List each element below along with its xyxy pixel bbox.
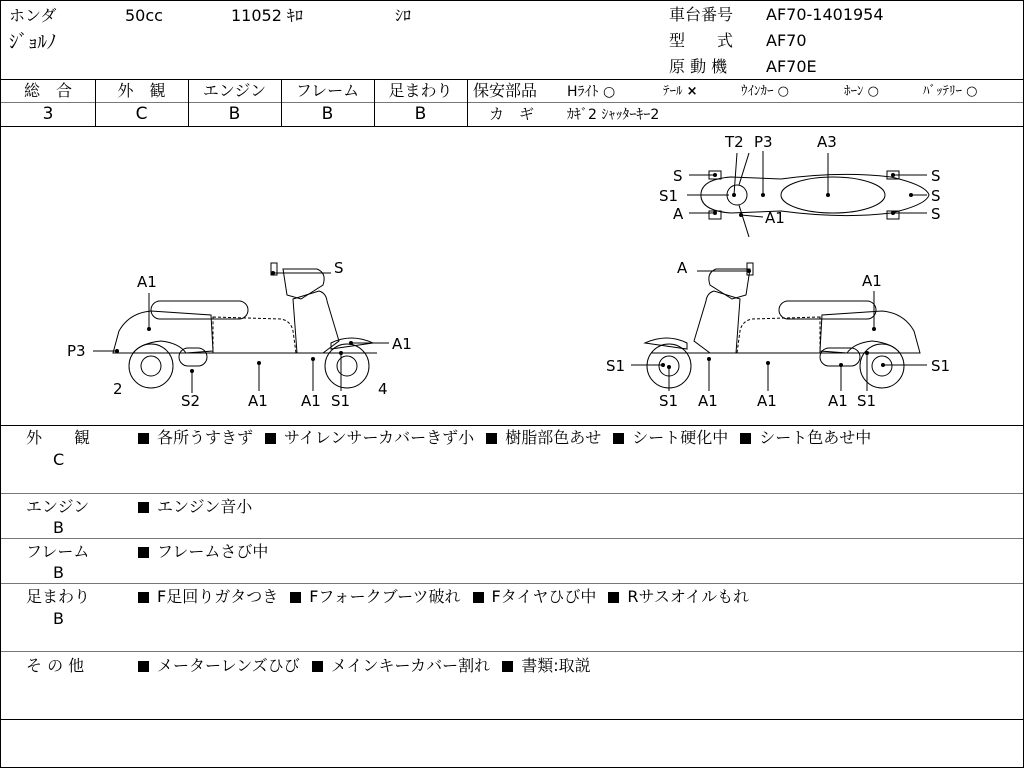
diagram-label: A1	[301, 392, 321, 410]
grade-suspension: B	[414, 104, 427, 124]
remark-category: そ の 他	[26, 656, 85, 675]
remark-items	[138, 498, 252, 516]
remarks-divider	[1, 493, 1023, 494]
safety-parts-label: 保安部品	[473, 81, 538, 100]
diagram-label: A1	[137, 273, 157, 291]
safety-item-mark: ○	[602, 84, 616, 100]
diagram-label: A1	[828, 392, 848, 410]
grade-header-engine: エンジン	[202, 81, 267, 100]
diagram-label: A1	[392, 335, 412, 353]
remark-category: 足まわり	[26, 587, 91, 606]
remark-grade: C	[53, 450, 65, 469]
safety-item-name: ﾎｰﾝ	[844, 84, 864, 99]
diagram-label: A1	[698, 392, 718, 410]
maker: ホンダ	[9, 6, 57, 25]
body-color: ｼﾛ	[395, 6, 412, 25]
engine-type-label: 原 動 機	[669, 57, 728, 76]
displacement: 50cc	[125, 6, 163, 25]
remark-items	[138, 429, 871, 447]
damage-points	[115, 173, 913, 373]
diagram-label: 4	[378, 380, 388, 398]
remark-items	[138, 543, 268, 561]
diagram-label: S1	[606, 357, 626, 375]
diagram-label: A1	[862, 272, 882, 290]
remark-item: シート硬化中	[632, 428, 729, 447]
diagram-label: S	[334, 259, 344, 277]
diagram-label: A3	[817, 133, 837, 151]
safety-item-name: ﾊﾞｯﾃﾘｰ	[923, 84, 962, 99]
remark-item: メーターレンズひび	[157, 656, 300, 675]
model-type-label: 型 式	[669, 31, 734, 50]
grade-exterior: C	[135, 104, 148, 124]
remarks-bottom-border	[1, 719, 1023, 720]
diagram-label: A1	[757, 392, 777, 410]
remark-grade: B	[53, 609, 64, 628]
frame-number: AF70-1401954	[766, 5, 884, 24]
remark-category: フレーム	[26, 542, 90, 561]
remark-item: エンジン音小	[157, 497, 253, 516]
remark-item: Fフォークブーツ破れ	[309, 587, 461, 606]
diagram-label: 2	[113, 380, 123, 398]
remark-item: 書類:取説	[521, 656, 591, 675]
diagram-label: A1	[248, 392, 268, 410]
model-type: AF70	[766, 31, 807, 50]
safety-item-mark: ○	[867, 84, 879, 99]
safety-item-name: ﾃｰﾙ	[663, 84, 683, 99]
grade-engine: B	[228, 104, 241, 124]
key-value: ｶｷﾞ2 ｼｬｯﾀｰｷｰ2	[567, 107, 660, 123]
safety-item-name: ｳｲﾝｶｰ	[741, 84, 774, 99]
safety-item-mark: ×	[686, 84, 698, 99]
diagram-label: S	[931, 205, 941, 223]
diagram-label: P3	[67, 342, 86, 360]
grade-header-overall: 総 合	[23, 81, 72, 100]
remark-item: F足回りガタつき	[157, 587, 279, 606]
remark-items	[138, 657, 591, 675]
remark-item: メインキーカバー割れ	[330, 656, 491, 675]
remark-item: サイレンサーカバーきず小	[284, 428, 475, 447]
diagram-label: A1	[765, 209, 785, 227]
model-name: ｼﾞｮﾙﾉ	[9, 31, 57, 53]
diagram-label: P3	[754, 133, 773, 151]
diagram-label: S1	[931, 357, 951, 375]
grade-overall: 3	[42, 104, 54, 124]
diagram-label: S1	[857, 392, 877, 410]
damage-diagram	[1, 1, 1023, 425]
diagram-label: A	[677, 259, 688, 277]
remark-item: Fタイヤひび中	[491, 587, 597, 606]
safety-item-name: Hﾗｲﾄ	[567, 84, 599, 100]
remark-item: フレームさび中	[157, 542, 269, 561]
remark-grade: B	[53, 563, 64, 582]
engine-type: AF70E	[766, 57, 817, 76]
diagram-label: S	[931, 187, 941, 205]
diagram-label: S	[931, 167, 941, 185]
remarks-divider	[1, 538, 1023, 539]
label-leader-lines	[93, 151, 927, 393]
grade-frame: B	[321, 104, 334, 124]
diagram-label: S1	[659, 392, 679, 410]
frame-number-label: 車台番号	[669, 5, 734, 24]
remark-item: Rサスオイルもれ	[627, 587, 750, 606]
remark-item: 各所うすきず	[157, 428, 254, 447]
grade-header-frame: フレーム	[295, 81, 360, 100]
diagram-label: T2	[725, 133, 744, 151]
diagram-label: A	[673, 205, 684, 223]
diagram-label: S1	[331, 392, 351, 410]
mileage: 11052 ｷﾛ	[231, 6, 303, 25]
diagram-label: S	[673, 167, 683, 185]
safety-item-mark: ○	[966, 84, 978, 99]
remark-category: 外 観	[26, 428, 91, 447]
remark-item: シート色あせ中	[759, 428, 872, 447]
grade-header-exterior: 外 観	[117, 81, 166, 100]
safety-item-mark: ○	[777, 84, 789, 99]
diagram-label: S2	[181, 392, 201, 410]
grade-header-suspension: 足まわり	[388, 81, 453, 100]
remarks-top-border	[1, 425, 1023, 426]
remarks-divider	[1, 583, 1023, 584]
remark-items	[138, 588, 749, 606]
remark-item: 樹脂部色あせ	[505, 428, 602, 447]
remark-grade: B	[53, 518, 64, 537]
diagram-label: S1	[659, 187, 679, 205]
remarks-divider	[1, 651, 1023, 652]
key-label: カ ギ	[489, 105, 535, 123]
remark-category: エンジン	[26, 497, 90, 516]
